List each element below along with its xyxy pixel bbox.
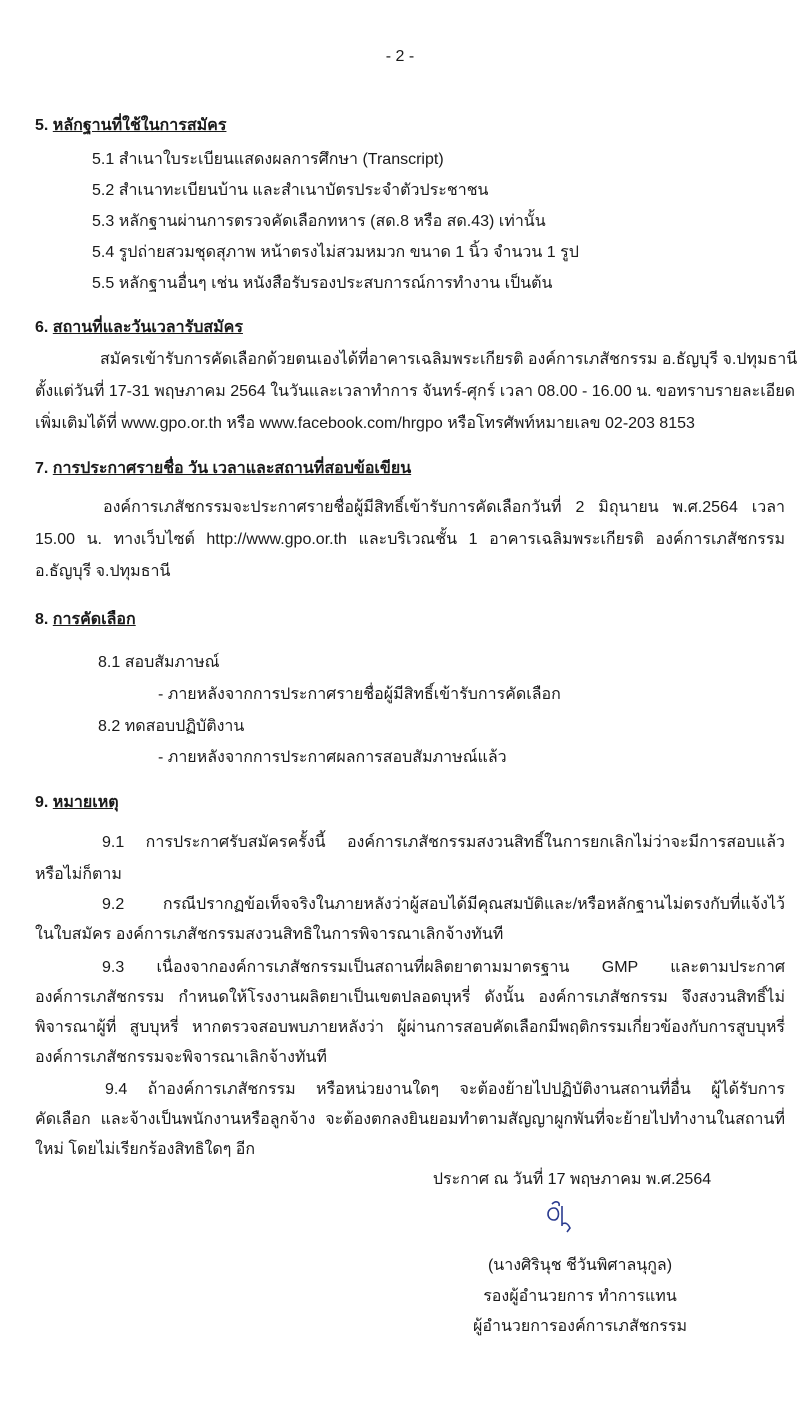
signatory-position: ผู้อำนวยการองค์การเภสัชกรรม <box>473 1318 687 1335</box>
paragraph-line: องค์การเภสัชกรรม กำหนดให้โรงงานผลิตยาเป็นเขตปลอดบุหรี่ ดังนั้น องค์การเภสัชกรรม จึงสงวนสิทธิ์ไม่ <box>35 989 785 1006</box>
list-item: 8.2 ทดสอบปฏิบัติงาน <box>98 718 245 735</box>
paragraph-line: อ.ธัญบุรี จ.ปทุมธานี <box>35 563 171 580</box>
page-number: - 2 - <box>385 48 415 65</box>
paragraph-line: 9.4 ถ้าองค์การเภสัชกรรม หรือหน่วยงานใดๆ จะต้องย้ายไปปฏิบัติงานสถานที่อื่น ผู้ได้รับการ <box>105 1081 785 1098</box>
paragraph-line: เพิ่มเติมได้ที่ www.gpo.or.th หรือ www.facebook.com/hrgpo หรือโทรศัพท์หมายเลข 02-203 8153 <box>35 415 695 432</box>
list-item: - ภายหลังจากการประกาศรายชื่อผู้มีสิทธิ์เข้ารับการคัดเลือก <box>158 686 561 703</box>
announcement-date: ประกาศ ณ วันที่ 17 พฤษภาคม พ.ศ.2564 <box>432 1171 712 1188</box>
paragraph-line: 15.00 น. ทางเว็บไซต์ http://www.gpo.or.th และบริเวณชั้น 1 อาคารเฉลิมพระเกียรติ องค์การเภสัชกรรม <box>35 531 785 548</box>
list-item: 5.1 สำเนาใบระเบียนแสดงผลการศึกษา (Transcript) <box>92 151 444 168</box>
section-5-heading: 5. หลักฐานที่ใช้ในการสมัคร <box>35 117 227 134</box>
list-item: 5.4 รูปถ่ายสวมชุดสุภาพ หน้าตรงไม่สวมหมวก ขนาด 1 นิ้ว จำนวน 1 รูป <box>92 244 579 261</box>
paragraph-line: ตั้งแต่วันที่ 17-31 พฤษภาคม 2564 ในวันและเวลาทำการ จันทร์-ศุกร์ เวลา 08.00 - 16.00 น. ขอทราบรายละเอียด <box>35 383 796 400</box>
list-item: - ภายหลังจากการประกาศผลการสอบสัมภาษณ์แล้ว <box>158 749 507 766</box>
section-6-heading: 6. สถานที่และวันเวลารับสมัคร <box>35 319 243 336</box>
signatory-position: รองผู้อำนวยการ ทำการแทน <box>483 1288 677 1305</box>
signature <box>540 1198 580 1236</box>
section-7-heading: 7. การประกาศรายชื่อ วัน เวลาและสถานที่สอบข้อเขียน <box>35 460 412 477</box>
paragraph-line: 9.2 กรณีปรากฏข้อเท็จจริงในภายหลังว่าผู้สอบได้มีคุณสมบัติและ/หรือหลักฐานไม่ตรงกับที่แจ้งไว้ <box>102 896 785 913</box>
paragraph-line: ในใบสมัคร องค์การเภสัชกรรมสงวนสิทธิในการพิจารณาเลิกจ้างทันที <box>35 926 504 943</box>
paragraph-line: สมัครเข้ารับการคัดเลือกด้วยตนเองได้ที่อาคารเฉลิมพระเกียรติ องค์การเภสัชกรรม อ.ธัญบุรี จ.ปทุมธานี <box>100 351 798 368</box>
section-9-heading: 9. หมายเหตุ <box>35 794 119 811</box>
paragraph-line: พิจารณาผู้ที่ สูบบุหรี่ หากตรวจสอบพบภายหลังว่า ผู้ผ่านการสอบคัดเลือกมีพฤติกรรมเกี่ยวข้องกับการสูบบุหรี่ <box>35 1019 785 1036</box>
signatory-name: (นางศิรินุช ชีวันพิศาลนุกูล) <box>487 1257 673 1274</box>
list-item: 5.2 สำเนาทะเบียนบ้าน และสำเนาบัตรประจำตัวประชาชน <box>92 182 489 199</box>
list-item: 8.1 สอบสัมภาษณ์ <box>98 654 220 671</box>
paragraph-line: องค์การเภสัชกรรมจะประกาศรายชื่อผู้มีสิทธิ์เข้ารับการคัดเลือกวันที่ 2 มิถุนายน พ.ศ.2564 เวลา <box>103 499 785 516</box>
list-item: 5.5 หลักฐานอื่นๆ เช่น หนังสือรับรองประสบการณ์การทำงาน เป็นต้น <box>92 275 553 292</box>
paragraph-line: คัดเลือก และจ้างเป็นพนักงานหรือลูกจ้าง จะต้องตกลงยินยอมทำตามสัญญาผูกพันที่จะย้ายไปทำงานในสถานที่ <box>35 1111 785 1128</box>
list-item: 5.3 หลักฐานผ่านการตรวจคัดเลือกทหาร (สด.8 หรือ สด.43) เท่านั้น <box>92 213 546 230</box>
paragraph-line: หรือไม่ก็ตาม <box>35 866 122 883</box>
section-8-heading: 8. การคัดเลือก <box>35 611 136 628</box>
paragraph-line: องค์การเภสัชกรรมจะพิจารณาเลิกจ้างทันที <box>35 1049 327 1066</box>
paragraph-line: ใหม่ โดยไม่เรียกร้องสิทธิใดๆ อีก <box>35 1141 256 1158</box>
paragraph-line: 9.3 เนื่องจากองค์การเภสัชกรรมเป็นสถานที่ผลิตยาตามมาตรฐาน GMP และตามประกาศ <box>102 959 785 976</box>
paragraph-line: 9.1 การประกาศรับสมัครครั้งนี้ องค์การเภสัชกรรมสงวนสิทธิ์ในการยกเลิกไม่ว่าจะมีการสอบแล้ว <box>102 834 785 851</box>
